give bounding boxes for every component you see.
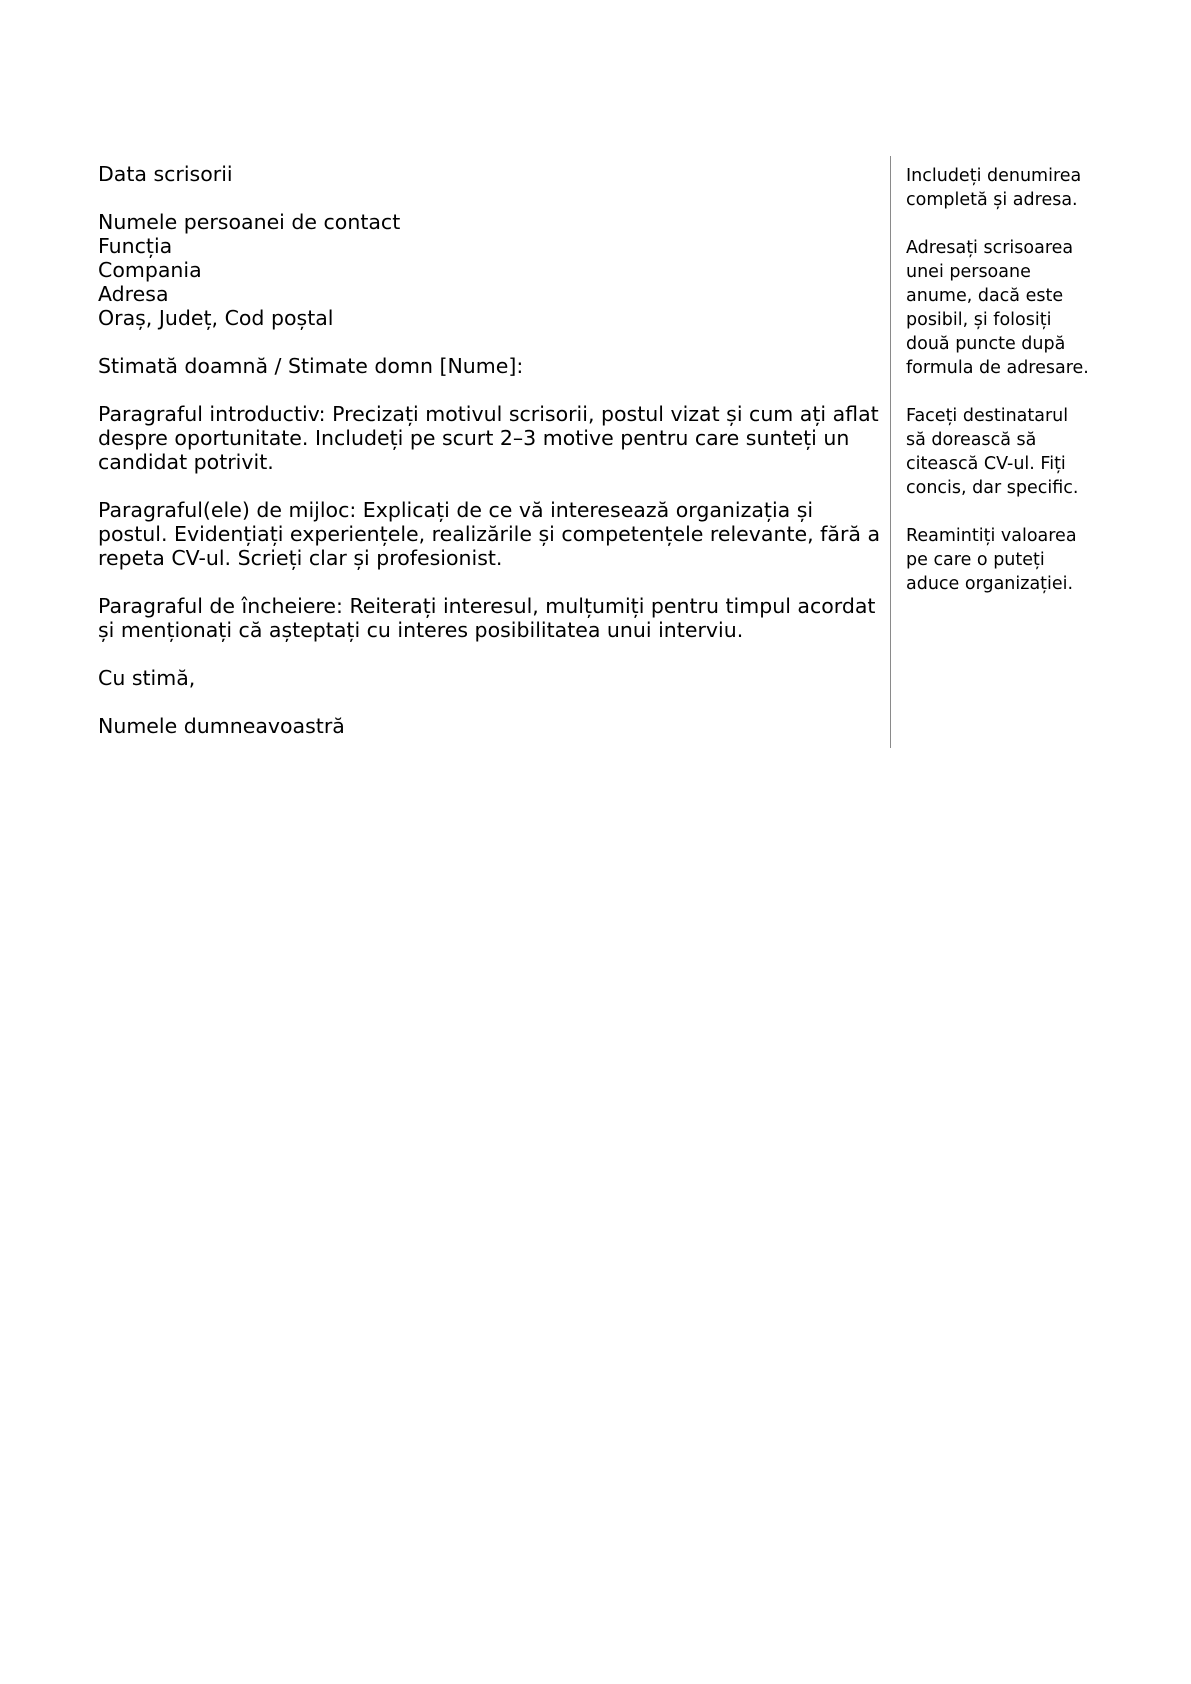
note-line: completă și adresa. (906, 190, 1078, 210)
recipient-address: Adresa (98, 282, 169, 306)
signature-name: Numele dumneavoastră (98, 714, 345, 738)
sidebar-note-intro (906, 404, 1106, 500)
recipient-contact-name: Numele persoanei de contact (98, 210, 401, 234)
letter-date-block (98, 162, 888, 186)
sidebar-note-address (906, 164, 1106, 212)
note-line: aduce organizației. (906, 574, 1074, 594)
note-line: să dorească să (906, 430, 1037, 450)
sidebar-divider (890, 156, 891, 748)
note-line: Reamintiți valoarea (906, 526, 1077, 546)
closing-paragraph: Paragraful de încheiere: Reiterați interesul, mulțumiți pentru timpul acordat și menționați că așteptați cu interes posibilitatea unui interviu. (98, 594, 876, 642)
note-line: anume, dacă este (906, 286, 1064, 306)
note-line: formula de adresare. (906, 358, 1089, 378)
note-line: Includeți denumirea (906, 166, 1082, 186)
sidebar-notes (906, 164, 1106, 620)
note-line: Faceți destinatarul (906, 406, 1069, 426)
letter-body (98, 162, 888, 738)
recipient-city-line: Oraș, Județ, Cod poștal (98, 306, 334, 330)
recipient-function: Funcția (98, 234, 173, 258)
note-line: Adresați scrisoarea (906, 238, 1074, 258)
note-line: citească CV-ul. Fiți (906, 454, 1066, 474)
middle-paragraph: Paragraful(ele) de mijloc: Explicați de ce vă interesează organizația și postul. Evidențiați experiențele, realizările și competențele relevante, fără a repeta CV-ul. Scrieți clar și profesionist. (98, 498, 881, 570)
letter-date: Data scrisorii (98, 162, 233, 186)
note-line: două puncte după (906, 334, 1066, 354)
closing-phrase: Cu stimă, (98, 666, 196, 690)
sidebar-note-value (906, 524, 1106, 596)
recipient-company: Compania (98, 258, 202, 282)
recipient-address-block (98, 210, 888, 330)
intro-paragraph: Paragraful introductiv: Precizați motivul scrisorii, postul vizat și cum ați aflat despre oportunitate. Includeți pe scurt 2–3 motive pentru care sunteți un candidat potrivit. (98, 402, 879, 474)
note-line: unei persoane (906, 262, 1031, 282)
note-line: posibil, și folosiți (906, 310, 1052, 330)
sidebar-note-salutation (906, 236, 1106, 380)
salutation: Stimată doamnă / Stimate domn [Nume]: (98, 354, 524, 378)
note-line: concis, dar specific. (906, 478, 1079, 498)
note-line: pe care o puteți (906, 550, 1045, 570)
